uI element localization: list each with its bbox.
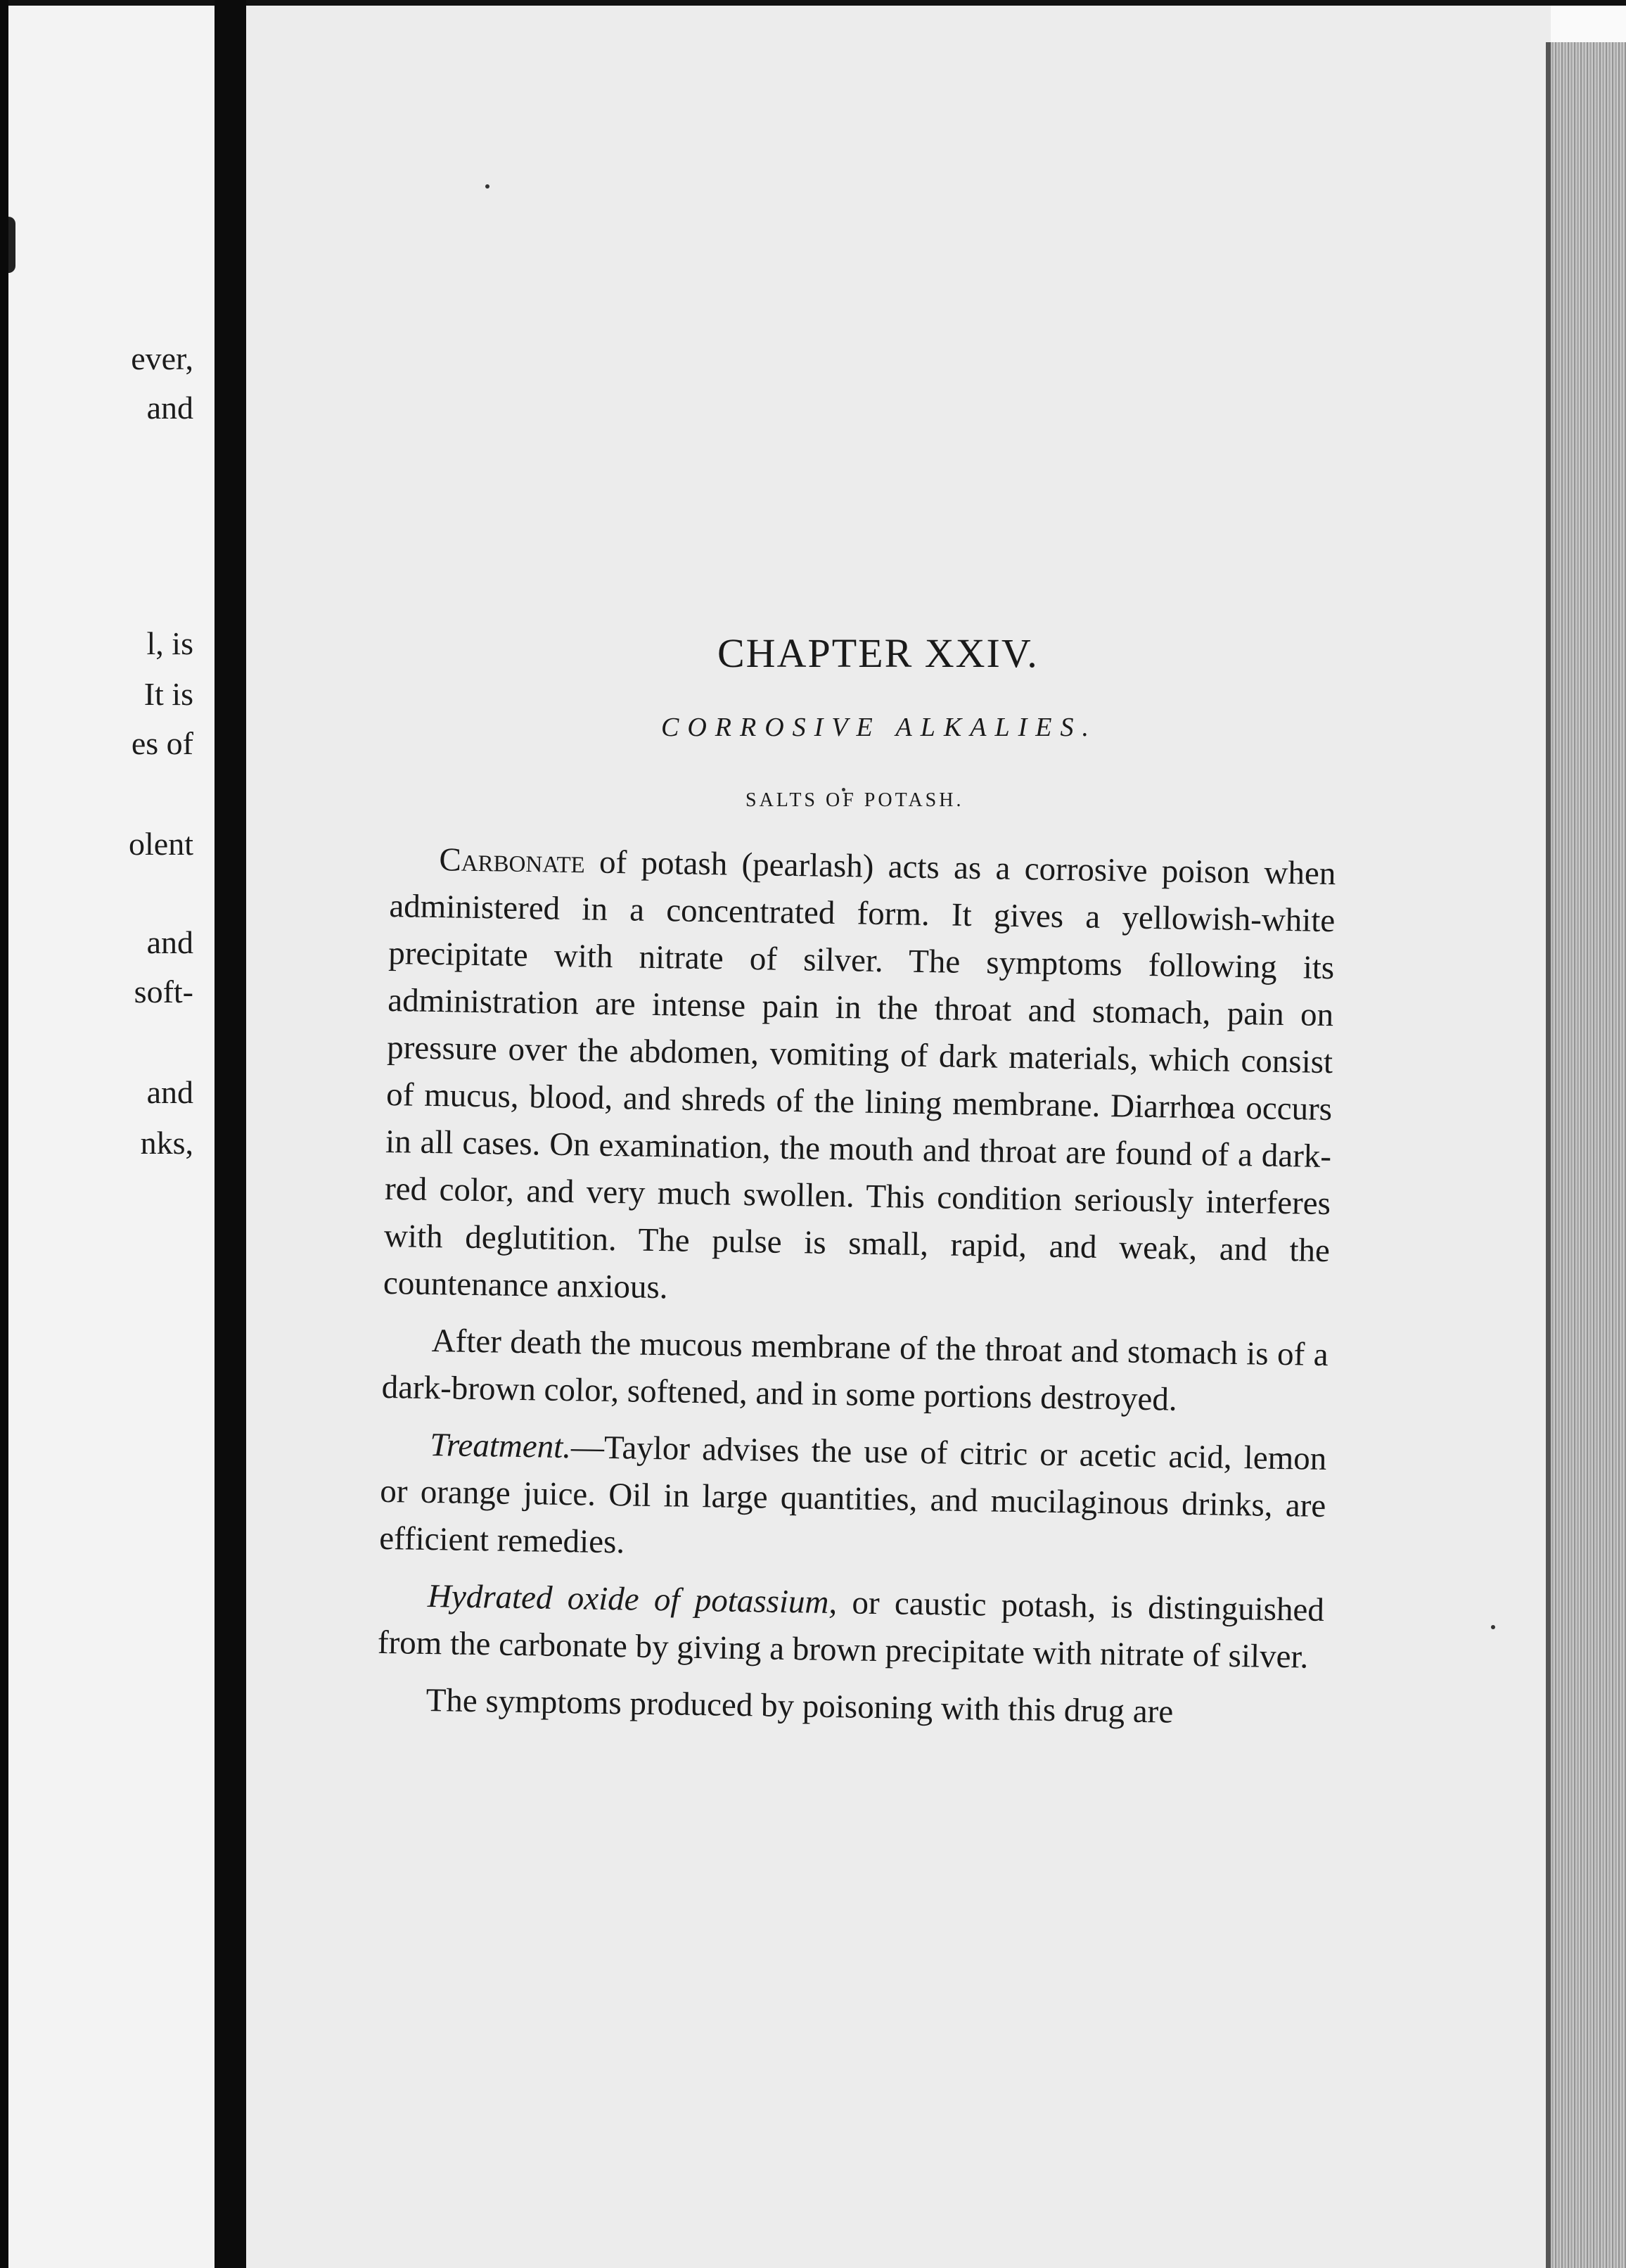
page-edge-top	[1551, 6, 1626, 42]
section-heading: CORROSIVE ALKALIES.	[661, 713, 1097, 742]
chapter-heading: CHAPTER XXIV.	[717, 630, 1039, 676]
page-stack-edge	[1551, 42, 1626, 2268]
left-fragment-line: and	[146, 924, 193, 960]
paragraph-text: The symptoms produced by poisoning with this drug are	[425, 1681, 1174, 1731]
paragraph-lead: Treatment.	[429, 1426, 572, 1466]
body-text	[376, 836, 1336, 1748]
left-fragment-line: l, is	[146, 625, 193, 661]
left-fragment-line: nks,	[140, 1125, 193, 1161]
paragraph-lead: Hydrated oxide of potassium,	[427, 1577, 838, 1622]
book-gutter	[215, 0, 246, 2268]
left-page-fragment	[8, 6, 215, 2268]
left-fragment-line: olent	[129, 826, 193, 862]
ink-mark	[8, 217, 15, 273]
left-fragment-line: soft-	[134, 974, 193, 1009]
paragraph-text: or caustic potash, is distinguished from the carbonate by giving a brown precipitate with nitrate of silver.	[377, 1584, 1325, 1676]
paragraph-text: After death the mucous membrane of the throat and stomach is of a dark-brown color, softened, and in some portions destroyed.	[381, 1323, 1329, 1418]
paragraph	[376, 1676, 1323, 1738]
paragraph-text: —Taylor advises the use of citric or acetic acid, lemon or orange juice. Oil in large quantities, and mucilaginous drinks, are efficient remedies.	[378, 1429, 1327, 1561]
scan-border-left	[0, 0, 8, 2268]
subsection-heading: SALTS OF POTASH.	[745, 789, 964, 811]
left-fragment-line: ever,	[131, 340, 193, 376]
left-fragment-line: It is	[143, 676, 193, 712]
paragraph	[383, 836, 1336, 1322]
paragraph	[377, 1572, 1324, 1681]
paragraph-lead: Carbonate	[439, 841, 586, 881]
paragraph-text: of potash (pearlash) acts as a corrosive poison when administered in a concentrated form. It gives a yellowish-white precipitate with nitrate of silver. The symptoms following its administration are intense pain in the throat and stomach, pain on pressure over the abdomen, vomiting of dark materials, which consist of mucus, blood, and shreds of the lining membrane. Diarrhœa occurs in all cases. On examination, the mouth and throat are found of a dark-red color, and very much swollen. This condition seriously interferes with deglutition. The pulse is small, rapid, and weak, and the countenance anxious.	[383, 843, 1336, 1306]
paragraph	[381, 1317, 1329, 1426]
left-fragment-line: and	[146, 1074, 193, 1110]
left-fragment-line: and	[146, 390, 193, 426]
dust-speck	[1491, 1625, 1495, 1629]
dust-speck	[485, 184, 489, 189]
left-fragment-line: es of	[131, 725, 193, 761]
paragraph	[379, 1421, 1327, 1577]
